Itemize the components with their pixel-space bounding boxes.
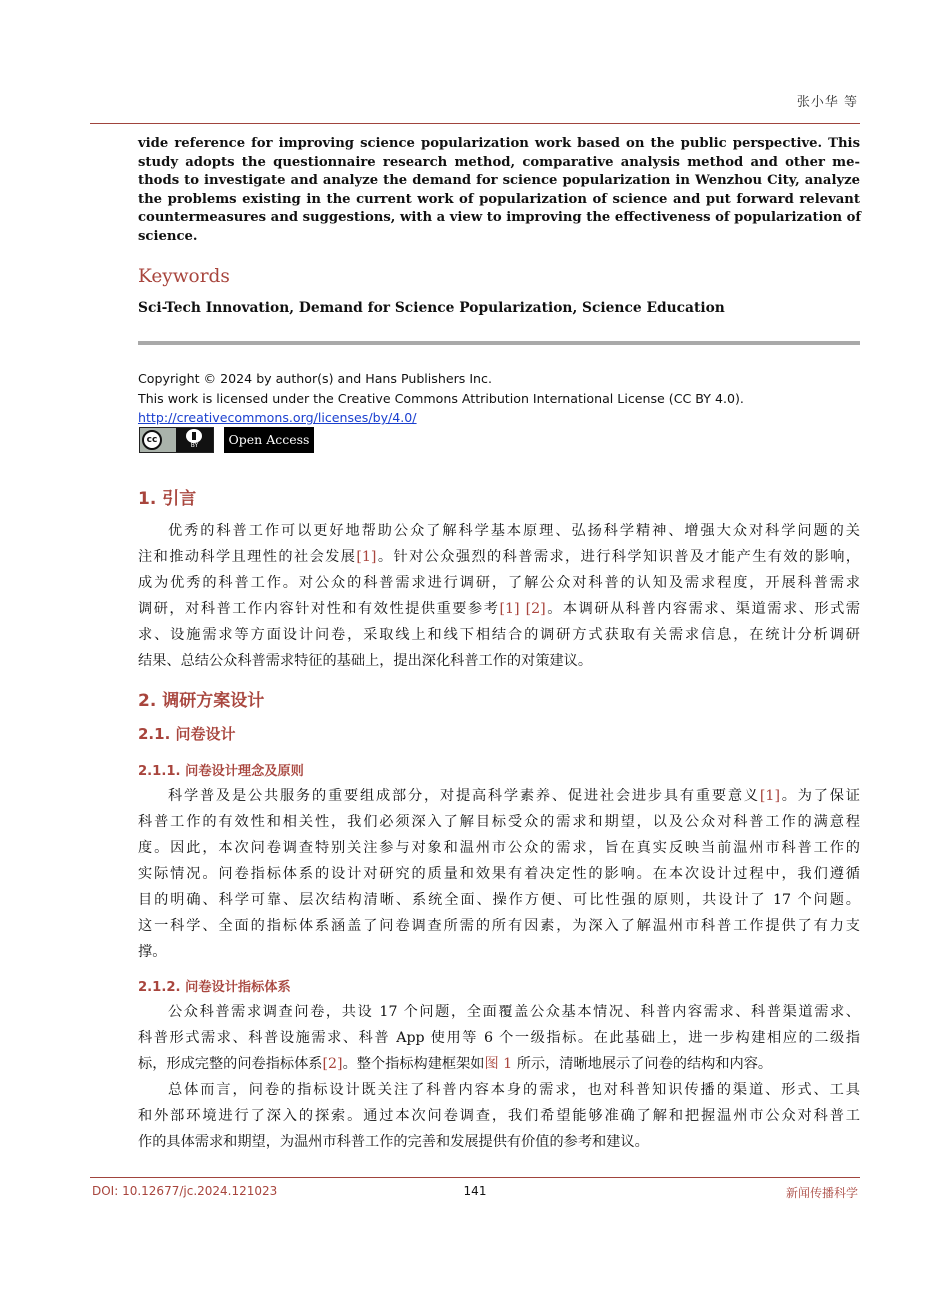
- section2-1-2-paragraph-1: [138, 999, 860, 1077]
- paragraph-text: 撑。: [138, 944, 167, 960]
- paragraph-line: [138, 544, 860, 570]
- citation-link[interactable]: [1]: [356, 549, 377, 565]
- paragraph-text: 结果、总结公众科普需求特征的基础上，提出深化科普工作的对策建议。: [138, 653, 593, 669]
- open-access-badge: Open Access: [224, 427, 314, 453]
- paragraph-line: [138, 939, 860, 965]
- cc-icon: cc: [142, 430, 162, 450]
- paragraph-line: [138, 622, 860, 648]
- section-heading-1: 1. 引言: [138, 489, 197, 509]
- paragraph-text: 标，形成完整的问卷指标体系: [138, 1056, 323, 1072]
- paragraph-line: [138, 648, 860, 674]
- paragraph-line: [138, 809, 860, 835]
- header-rule: [90, 123, 860, 124]
- section1-paragraph: [138, 518, 860, 674]
- paragraph-text: 调研，对科普工作内容针对性和有效性提供重要参考: [138, 601, 500, 617]
- footer-doi: DOI: 10.12677/jc.2024.121023: [92, 1184, 278, 1198]
- license-line: This work is licensed under the Creative Commons Attribution International License (CC BY 4.0).: [138, 390, 744, 406]
- paragraph-text: 求、设施需求等方面设计问卷，采取线上和线下相结合的调研方式获取有关需求信息，在统计分析调研: [138, 627, 860, 643]
- citation-link[interactable]: [1] [2]: [499, 601, 546, 617]
- paragraph-text: 科学普及是公共服务的重要组成部分，对提高科学素养、促进社会进步具有重要意义: [168, 788, 760, 804]
- abstract-line: science.: [138, 228, 198, 244]
- page-number: 141: [463, 1184, 487, 1198]
- paragraph-line: [138, 783, 860, 809]
- copyright-line: Copyright © 2024 by author(s) and Hans Publishers Inc.: [138, 371, 492, 386]
- paragraph-line: [138, 835, 860, 861]
- paragraph-line: [138, 861, 860, 887]
- paragraph-line: [138, 518, 860, 544]
- paragraph-text: 实际情况。问卷指标体系的设计对研究的质量和效果有着决定性的影响。在本次设计过程中，我们遵循: [138, 866, 860, 882]
- by-label: BY: [190, 442, 199, 449]
- section-heading-2: 2. 调研方案设计: [138, 691, 265, 711]
- copyright-block: [138, 369, 744, 428]
- paragraph-text: 。本调研从科普内容需求、渠道需求、形式需: [545, 601, 860, 617]
- paragraph-line: [138, 1077, 860, 1103]
- paragraph-text: 所示，清晰地展示了问卷的结构和内容。: [512, 1056, 773, 1072]
- paragraph-text: 。针对公众强烈的科普需求，进行科学知识普及才能产生有效的影响，: [376, 549, 860, 565]
- license-link[interactable]: http://creativecommons.org/licenses/by/4.0/: [138, 410, 417, 425]
- paragraph-text: 作的具体需求和期望，为温州市科普工作的完善和发展提供有价值的参考和建议。: [138, 1134, 649, 1150]
- paragraph-text: 成为优秀的科普工作。对公众的科普需求进行调研，了解公众对科普的认知及需求程度，开展科普需求: [138, 575, 860, 591]
- paragraph-text: 。整个指标构建框架如: [342, 1056, 485, 1072]
- running-head: 张小华 等: [796, 95, 858, 110]
- abstract-line: vide reference for improving science popularization work based on the public perspective. This: [138, 136, 860, 151]
- abstract-line: study adopts the questionnaire research method, comparative analysis method and other me-: [138, 154, 860, 170]
- paragraph-text: 科普形式需求、科普设施需求、科普 App 使用等 6 个一级指标。在此基础上，进一步构建相应的二级指: [138, 1030, 860, 1046]
- keywords-text: Sci-Tech Innovation, Demand for Science Popularization, Science Education: [138, 300, 725, 316]
- paragraph-line: [138, 596, 860, 622]
- paragraph-line: [138, 570, 860, 596]
- paragraph-line: [138, 887, 860, 913]
- paragraph-text: 和外部环境进行了深入的探索。通过本次问卷调查，我们希望能够准确了解和把握温州市公众对科普工: [138, 1108, 860, 1124]
- footer-rule: [90, 1177, 860, 1178]
- abstract-line: thods to investigate and analyze the demand for science popularization in Wenzhou City, analyze: [138, 173, 860, 189]
- person-icon: [186, 429, 202, 443]
- paragraph-text: 总体而言，问卷的指标设计既关注了科普内容本身的需求，也对科普知识传播的渠道、形式、工具: [168, 1082, 860, 1098]
- paragraph-text: 优秀的科普工作可以更好地帮助公众了解科学基本原理、弘扬科学精神、增强大众对科学问题的关: [168, 523, 860, 539]
- paragraph-text: 科普工作的有效性和相关性，我们必须深入了解目标受众的需求和期望，以及公众对科普工作的满意程: [138, 814, 860, 830]
- paragraph-text: 公众科普需求调查问卷，共设 17 个问题，全面覆盖公众基本情况、科普内容需求、科普渠道需求、: [168, 1004, 860, 1020]
- abstract-line: countermeasures and suggestions, with a view to improving the effectiveness of popularization of: [138, 210, 862, 226]
- paragraph-line: [138, 999, 860, 1025]
- citation-link[interactable]: 图 1: [484, 1056, 513, 1072]
- section-divider: [138, 341, 860, 345]
- footer-journal: 新闻传播科学: [785, 1186, 858, 1200]
- paragraph-line: [138, 1051, 860, 1077]
- cc-by-license-badge[interactable]: [139, 427, 214, 453]
- subsubsection-heading-2-1-1: 2.1.1. 问卷设计理念及原则: [138, 764, 304, 779]
- paragraph-line: [138, 913, 860, 939]
- citation-link[interactable]: [1]: [759, 788, 780, 804]
- paragraph-line: [138, 1025, 860, 1051]
- paragraph-line: [138, 1129, 860, 1155]
- paragraph-line: [138, 1103, 860, 1129]
- keywords-heading: Keywords: [138, 266, 230, 287]
- subsubsection-heading-2-1-2: 2.1.2. 问卷设计指标体系: [138, 980, 291, 995]
- paragraph-text: 注和推动科学且理性的社会发展: [138, 549, 357, 565]
- paragraph-text: 目的明确、科学可靠、层次结构清晰、系统全面、操作方便、可比性强的原则，共设计了 17 个问题。: [138, 892, 860, 908]
- paragraph-text: 。为了保证: [780, 788, 860, 804]
- by-icon: [176, 428, 213, 452]
- abstract-text: [138, 135, 860, 247]
- citation-link[interactable]: [2]: [322, 1056, 343, 1072]
- section2-1-2-paragraph-2: [138, 1077, 860, 1155]
- subsection-heading-2-1: 2.1. 问卷设计: [138, 725, 236, 743]
- abstract-line: the problems existing in the current work of popularization of science and put forward relevant: [138, 191, 860, 207]
- paragraph-text: 这一科学、全面的指标体系涵盖了问卷调查所需的所有因素，为深入了解温州市科普工作提供了有力支: [138, 918, 860, 934]
- section2-1-1-paragraph: [138, 783, 860, 965]
- paragraph-text: 度。因此，本次问卷调查特别关注参与对象和温州市公众的需求，旨在真实反映当前温州市科普工作的: [138, 840, 860, 856]
